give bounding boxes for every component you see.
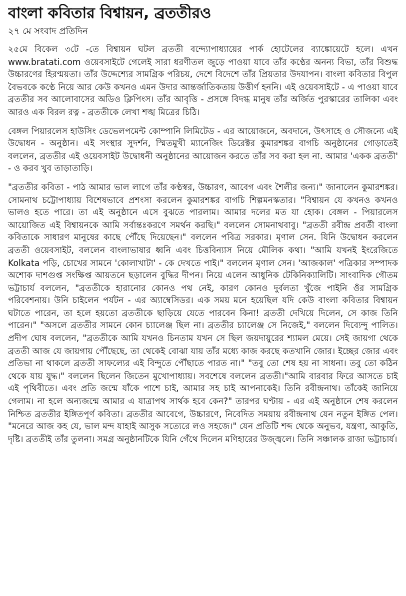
article-headline: বাংলা কবিতার বিশ্বায়ন, ব্রততীরও <box>8 4 212 22</box>
article-paragraph-3: "ব্রততীর কবিতা - পাঠ আমার ভাল লাগে তাঁর কণ্ঠস্বর, উচ্চারণ, আবেগ এবং শৈলীর জন্য।" জানালেন কুমারশঙ্কর। সোমনাথ চট্টোপাধ্যায় বিশেষভাবে প্রশংসা করলেন কুমারশঙ্কর বাগচি শিল্পমনস্কতার। "বিশ্বায়ন যে কখনও কখনও ভালও হতে পারে। তা এই অনুষ্ঠানে এসে বুঝতে পারলাম। আমার দলের মত যা হোক। বেঙ্গল - পিয়ারলেস আয়োজিত এই বিশ্বায়নকে আমি সর্বান্তঃকরণে সমর্থন করছি।" বললেন সোমনাথবাবু। "ব্রততী রবীন্দ্র প্রবর্তী বাংলা কবিতাকে সাধারণ মানুষের কাছে পৌঁছে দিয়েছেন।" বললেন পবিত্র সরকার। মৃণাল সেন. যিনি উদ্বোধন করলেন ব্রততী ওয়েবসাইট, বললেন বাংলাভাষার ধ্বনি এবং চিত্তবিন্যাস নিয়ে মৌলিক কথা। "আমি যখনই ইংরেজিতে Kolkata পড়ি, চোখের সামনে 'কোলাখাটা' - কে দেখতে পাই।" বললেন মৃণাল সেন। 'আজকাল' পত্রিকার সম্পাদক অশোক দাশগুপ্ত সংক্ষিপ্ত আয়তনে ছড়ালেন বুদ্ধির দীপন। নিয়ে এলেন আধুনিক টেকিনিক্যালিটি। সাংবাদিক গৌতম ভট্টাচার্য বললেন, "ব্রততীকে হারানোর কোনও পথ নেই, কারণ কোনও দুর্বলতা খুঁজে পাইনি ওঁর সামগ্রিক পরিবেশনায়। উনি চাইলেন পর্যটন - এর অ্যাম্বেসিডর। এক সময় মনে হয়েছিল যদি কেউ বাংলা কবিতার বিশ্বায়ন ঘটাতে পারেন, তা হলে হয়তো ব্রততীকে ছাড়িয়ে যেতে পারবেন কিনা! ব্রততী দেখিয়ে দিলেন, সে কাজ তিনি পারেন।" "অসলে ব্রততীর সামনে কোন চ্যালেঞ্জ ছিল না। ব্রততীর চ্যালেঞ্জ সে নিজেই," বললেন দিব্যেন্দু পালিত। প্রদীপ ঘোষ বললেন, "ব্রততীকে আমি যখনও চিনতাম যখন সে ছিল জয়দায়ুরের শ্যামল মেয়ে। সেই জায়গা থেকে ব্রততী আজ যে জায়গায় পৌঁছেছে, তা থেকেই বোঝা যায় তাঁর মধ্যে কাজ করছে কতখানি জোর। ইচ্ছের জোর এবং প্রতিভা না থাকলে ব্রততী সাফল্যের এই বিন্দুতে পৌঁছাতে পারত না।" "তবু তো শেষ হয় না সাধনা। তবু তো কঠিন থেকে যায় যুদ্ধ।" বললেন ছিলেন জিতেন মুখোপাধ্যায়। সবশেষে বললেন ব্রততী।"আমি বারবার ফিরে আসতে চাই এই পৃথিবীতে। এবং প্রতি জন্মে যাঁকে পাশে চাই, আমার সহ চাই আপনাকেই। তিনি রবীন্দ্রনাথ। তাঁকেই জানিয়ে গেলাম। না হলে অন্যজন্মে আমার এ যাত্রাপথ সার্থক হবে কেন?" তারপর ঘণ্টায় - এর এই অনুষ্ঠানে শেষ করলেন নিশ্চিত ব্রততীর ইঙ্গিতপূর্ণ কবিতা। ব্রততীর আবেগে, উচ্চারণে, নিবেদিত সময়ায় রবীন্দ্রনাথ যেন নতুন ইঙ্গিত পেল। "মনেরে আজ কহ যে, ভাল মন্দ যাহাই আসুক সত্যেরে লও সহজে।" যেন প্রতিটি শব্দ থেকে অনুভব, যন্ত্রণা, আকুতি, দৃষ্টি। ব্রততীই তাঁর তুলনা। সমগ্র অনুষ্ঠানটিকে যিনি গেঁথে দিলেন মণিহারের উজ্জ্বলে। তিনি সঞ্চালক রাজা ভট্টাচার্য। <box>8 182 398 445</box>
article-paragraph-2: বেঙ্গল পিয়ারলেস হাউসিং ডেভেলপমেন্ট কোম্পানি লিমিটেড - এর আয়োজনে, অবদানে, উৎসাহে ও সৌজন্যে এই উদ্বোধন - অনুষ্ঠান। এই সংস্থার সুদর্শন, স্মিতমুখী ম্যানেজিং ডিরেক্টর কুমারশঙ্কর বাগচি অনুষ্ঠানের গোড়াতেই বললেন, ব্রততীর এই ওয়েবসাইট উদ্বোধনী অনুষ্ঠানের আয়োজন করতে তাঁর সব করা হল না. আমার 'একক ব্রততী' - ও করব খুব তাড়াতাড়ি। <box>8 126 398 175</box>
article-dateline: ২৭ মে সংবাদ প্রতিদিন <box>8 27 88 37</box>
article-paragraph-1: ২৫মে বিকেল ৩টে -তে বিশ্বায়ন ঘটল ব্রততী বন্দ্যোপাধ্যায়ের পার্ক হোটেলের ব্যাঙ্কোয়েটে হলে। এখন www.bratati.com ওয়েবসাইটে গেলেই সারা ধরণীতল জুড়ে পাওয়া যাবে তাঁর কণ্ঠের অনন্য বিভা, তাঁর বিশুদ্ধ উচ্চারণের হিরণ্ময়তা। তাঁর উদ্দেশ্যের সামগ্রিক পরিচয়, দেশে বিদেশে তাঁর প্রিয়তার উদযাপন। বাংলা কবিতার বিপুল বৈভবকে কণ্ঠে নিয়ে আর কেউ কখনও এমন উদার আন্তর্জাতিকতায় উত্তীর্ণ হননি। এই ওয়েবসাইটে - এ পাওয়া যাবে ব্রততীর সব আলোবাসের অডিও ক্লিপিংস। তাঁর আবৃত্তি - প্রসঙ্গে বিদগ্ধ মানুষ তাঁর অর্জিত পুরস্কারের তালিকা এবং আরও এক বিরল রত্ন - ব্রততীকে লেখা শঙ্খ মিত্রের চিঠি। <box>8 45 398 118</box>
